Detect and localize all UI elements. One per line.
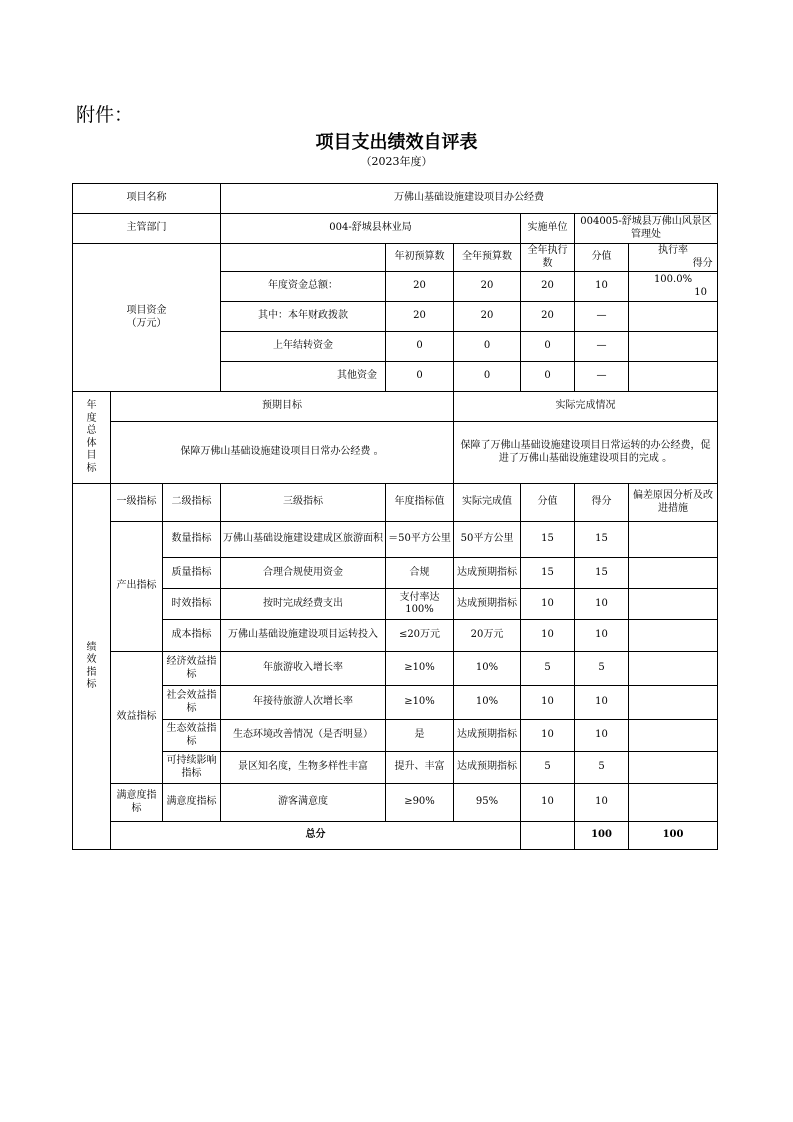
indicator-l2: 数量指标 xyxy=(163,522,221,558)
output-row xyxy=(73,589,718,620)
indicator-l3: 合理合规使用资金 xyxy=(221,558,386,589)
indicator-l3: 年旅游收入增长率 xyxy=(221,652,386,686)
unit-value: 004005-舒城县万佛山风景区管理处 xyxy=(575,214,718,244)
perf-header-score: 得分 xyxy=(575,484,629,522)
total-score: 100 xyxy=(629,822,718,850)
indicator-deviation xyxy=(629,652,718,686)
funds-header-executed: 全年执行数 xyxy=(521,244,575,272)
indicator-actual: 达成预期指标 xyxy=(454,558,521,589)
benefit-label: 效益指标 xyxy=(111,652,163,784)
funds-label-line1: 项目资金 xyxy=(126,305,167,316)
indicator-score-value: 10 xyxy=(521,589,575,620)
indicator-l2: 可持续影响指标 xyxy=(163,752,221,784)
funds-header-rate xyxy=(629,244,718,272)
page-title: 项目支出绩效自评表 xyxy=(315,132,478,153)
funds-row-executed: 20 xyxy=(521,302,575,332)
output-row xyxy=(73,522,718,558)
evaluation-table xyxy=(72,183,718,850)
funds-header-annual: 全年预算数 xyxy=(454,244,521,272)
indicator-actual: 95% xyxy=(454,784,521,822)
indicator-target: 提升、丰富 xyxy=(386,752,454,784)
funds-row-score-value: — xyxy=(575,362,629,392)
output-label: 产出指标 xyxy=(111,522,163,652)
indicator-score-value: 5 xyxy=(521,652,575,686)
output-row xyxy=(73,558,718,589)
indicator-target: 是 xyxy=(386,720,454,752)
indicator-l3: 年接待旅游人次增长率 xyxy=(221,686,386,720)
indicator-l2: 成本指标 xyxy=(163,620,221,652)
total-blank xyxy=(521,822,575,850)
dept-row xyxy=(73,214,718,244)
indicator-l3: 生态环境改善情况（是否明显） xyxy=(221,720,386,752)
indicator-l2: 经济效益指标 xyxy=(163,652,221,686)
funds-row-rate-score xyxy=(629,362,718,392)
indicator-deviation xyxy=(629,558,718,589)
funds-row-initial: 20 xyxy=(386,272,454,302)
funds-row-annual: 20 xyxy=(454,272,521,302)
goals-label-text: 年 度 总 体 目 标 xyxy=(86,400,97,474)
perf-header-score-value: 分值 xyxy=(521,484,575,522)
unit-label: 实施单位 xyxy=(521,214,575,244)
funds-row-rate-score xyxy=(629,302,718,332)
funds-row-score-value: — xyxy=(575,302,629,332)
project-name-row xyxy=(73,184,718,214)
funds-row-annual: 20 xyxy=(454,302,521,332)
project-name-label: 项目名称 xyxy=(73,184,221,214)
goals-expected-label: 预期目标 xyxy=(111,392,454,422)
satisfaction-label: 满意度指标 xyxy=(111,784,163,822)
indicator-score: 10 xyxy=(575,720,629,752)
indicator-l3: 按时完成经费支出 xyxy=(221,589,386,620)
indicator-deviation xyxy=(629,589,718,620)
funds-row-score-value: — xyxy=(575,332,629,362)
benefit-row xyxy=(73,752,718,784)
funds-header-blank xyxy=(221,244,386,272)
funds-header-initial: 年初预算数 xyxy=(386,244,454,272)
indicator-deviation xyxy=(629,784,718,822)
indicator-target: ≤20万元 xyxy=(386,620,454,652)
year-subtitle: （2023年度） xyxy=(360,155,433,168)
indicator-score: 15 xyxy=(575,558,629,589)
indicator-score: 5 xyxy=(575,752,629,784)
goals-header-row xyxy=(73,392,718,422)
funds-row-label: 其中：本年财政拨款 xyxy=(221,302,386,332)
indicator-deviation xyxy=(629,686,718,720)
indicator-score: 10 xyxy=(575,784,629,822)
indicator-target: ≥10% xyxy=(386,652,454,686)
indicator-l3: 游客满意度 xyxy=(221,784,386,822)
indicator-target: ≥90% xyxy=(386,784,454,822)
funds-label-line2: （万元） xyxy=(126,317,167,329)
goals-actual: 保障了万佛山基础设施建设项目日常运转的办公经费，促进了万佛山基础设施建设项目的完成 。 xyxy=(454,422,718,484)
perf-header-deviation: 偏差原因分析及改进措施 xyxy=(629,484,718,522)
perf-header-actual: 实际完成值 xyxy=(454,484,521,522)
funds-header-row xyxy=(73,244,718,272)
benefit-row xyxy=(73,720,718,752)
funds-row-initial: 0 xyxy=(386,362,454,392)
project-name-value: 万佛山基础设施建设项目办公经费 xyxy=(221,184,718,214)
funds-row-annual: 0 xyxy=(454,362,521,392)
indicator-actual: 10% xyxy=(454,686,521,720)
indicator-deviation xyxy=(629,620,718,652)
indicator-score: 10 xyxy=(575,620,629,652)
indicator-score-value: 10 xyxy=(521,686,575,720)
perf-header-target: 年度指标值 xyxy=(386,484,454,522)
indicator-l3: 景区知名度，生物多样性丰富 xyxy=(221,752,386,784)
indicator-l3: 万佛山基础设施建设项目运转投入 xyxy=(221,620,386,652)
funds-row-rate: 100.0% xyxy=(653,274,693,285)
funds-row-initial: 20 xyxy=(386,302,454,332)
perf-header-level1: 一级指标 xyxy=(111,484,163,522)
indicator-deviation xyxy=(629,720,718,752)
indicator-actual: 50平方公里 xyxy=(454,522,521,558)
total-score-value: 100 xyxy=(575,822,629,850)
output-row xyxy=(73,620,718,652)
perf-header-level2: 二级指标 xyxy=(163,484,221,522)
goals-actual-label: 实际完成情况 xyxy=(454,392,718,422)
indicator-actual: 达成预期指标 xyxy=(454,720,521,752)
perf-header-row xyxy=(73,484,718,522)
indicator-score-value: 10 xyxy=(521,784,575,822)
indicator-score: 10 xyxy=(575,589,629,620)
indicator-l2: 质量指标 xyxy=(163,558,221,589)
indicator-score: 15 xyxy=(575,522,629,558)
perf-label-text: 绩 效 指 标 xyxy=(86,641,97,690)
funds-row-score: 10 xyxy=(694,286,707,298)
indicator-deviation xyxy=(629,752,718,784)
funds-row-executed: 20 xyxy=(521,272,575,302)
funds-row-rate-score xyxy=(629,332,718,362)
goals-content-row xyxy=(73,422,718,484)
funds-row-executed: 0 xyxy=(521,332,575,362)
benefit-row xyxy=(73,686,718,720)
benefit-row xyxy=(73,652,718,686)
indicator-l2: 满意度指标 xyxy=(163,784,221,822)
indicator-l3: 万佛山基础设施建设建成区旅游面积 xyxy=(221,522,386,558)
indicator-score-value: 15 xyxy=(521,558,575,589)
goals-label xyxy=(73,392,111,484)
indicator-actual: 达成预期指标 xyxy=(454,752,521,784)
goals-expected: 保障万佛山基础设施建设项目日常办公经费 。 xyxy=(111,422,454,484)
perf-header-level3: 三级指标 xyxy=(221,484,386,522)
funds-label xyxy=(73,244,221,392)
funds-row-label: 上年结转资金 xyxy=(221,332,386,362)
indicator-actual: 10% xyxy=(454,652,521,686)
total-row xyxy=(73,822,718,850)
indicator-score: 5 xyxy=(575,652,629,686)
total-label: 总分 xyxy=(111,822,521,850)
indicator-target: 合规 xyxy=(386,558,454,589)
funds-header-score-value: 分值 xyxy=(575,244,629,272)
funds-header-score: 得分 xyxy=(692,257,713,269)
satisfaction-row xyxy=(73,784,718,822)
indicator-score: 10 xyxy=(575,686,629,720)
funds-row-annual: 0 xyxy=(454,332,521,362)
indicator-score-value: 10 xyxy=(521,720,575,752)
perf-label xyxy=(73,484,111,850)
indicator-score-value: 15 xyxy=(521,522,575,558)
indicator-target: ≥10% xyxy=(386,686,454,720)
funds-row-initial: 0 xyxy=(386,332,454,362)
funds-row-label: 年度资金总额： xyxy=(221,272,386,302)
indicator-score-value: 10 xyxy=(521,620,575,652)
indicator-target: 支付率达100% xyxy=(386,589,454,620)
indicator-score-value: 5 xyxy=(521,752,575,784)
attachment-label: 附件： xyxy=(76,104,134,126)
indicator-actual: 达成预期指标 xyxy=(454,589,521,620)
dept-value: 004-舒城县林业局 xyxy=(221,214,521,244)
indicator-deviation xyxy=(629,522,718,558)
indicator-l2: 时效指标 xyxy=(163,589,221,620)
indicator-actual: 20万元 xyxy=(454,620,521,652)
funds-row-executed: 0 xyxy=(521,362,575,392)
funds-row-rate-score xyxy=(629,272,718,302)
indicator-target: ＝50平方公里 xyxy=(386,522,454,558)
funds-row-label: 其他资金 xyxy=(221,362,386,392)
dept-label: 主管部门 xyxy=(73,214,221,244)
indicator-l2: 社会效益指标 xyxy=(163,686,221,720)
funds-row-score-value: 10 xyxy=(575,272,629,302)
funds-header-rate-text: 执行率 xyxy=(658,245,689,256)
indicator-l2: 生态效益指标 xyxy=(163,720,221,752)
